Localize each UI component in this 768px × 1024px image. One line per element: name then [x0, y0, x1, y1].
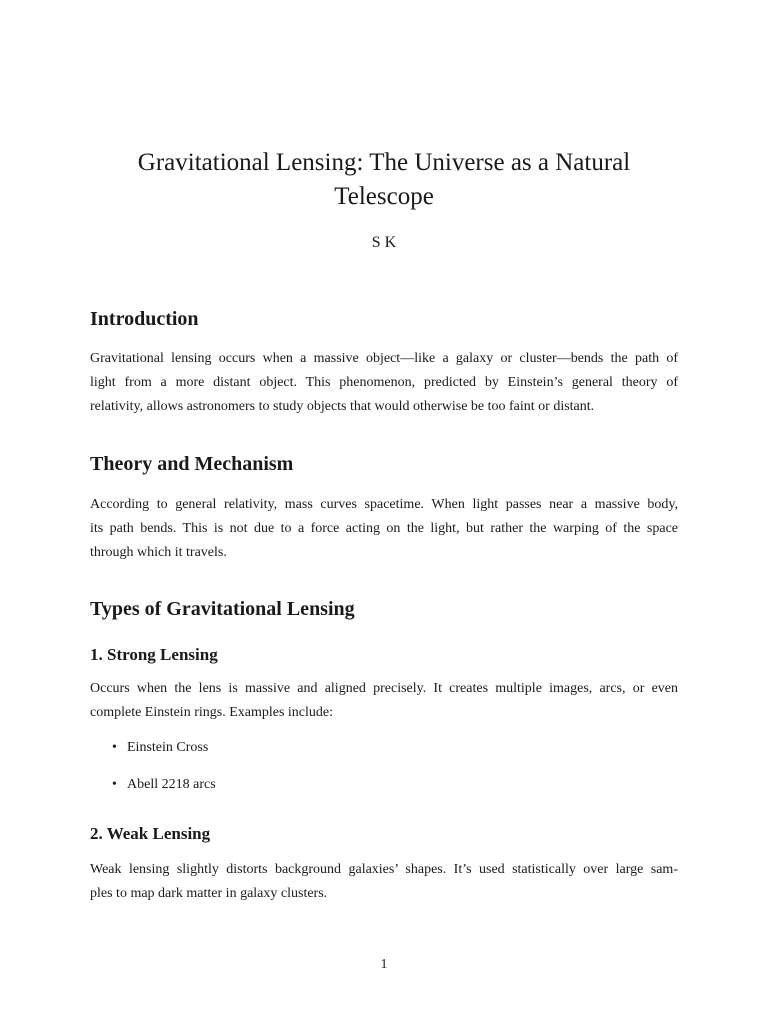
- section-heading-types: Types of Gravitational Lensing: [90, 598, 355, 620]
- paper-title: [90, 146, 678, 214]
- author-name: S K: [371, 234, 397, 251]
- list-item: [112, 775, 216, 795]
- paragraph-line: ples to map dark matter in galaxy clusters.: [90, 886, 328, 901]
- paragraph-line: complete Einstein rings. Examples include:: [90, 705, 333, 720]
- paragraph-line: According to general relativity, mass curves spacetime. When light passes near a massive body,: [90, 497, 678, 512]
- section-heading-theory: Theory and Mechanism: [90, 453, 294, 475]
- subsection-heading-weak-lensing: 2. Weak Lensing: [90, 824, 211, 843]
- bullet-glyph: •: [112, 777, 117, 792]
- paper-title-line-2: Telescope: [334, 183, 434, 210]
- paragraph-line: its path bends. This is not due to a force acting on the light, but rather the warping of the space: [90, 521, 678, 536]
- subsection-heading-strong-lensing: 1. Strong Lensing: [90, 645, 218, 664]
- paragraph-line: Weak lensing slightly distorts background galaxies’ shapes. It’s used statistically over large sam-: [90, 862, 678, 877]
- theory-paragraph: [90, 493, 678, 565]
- paragraph-line: Gravitational lensing occurs when a massive object—like a galaxy or cluster—bends the path of: [90, 351, 678, 366]
- list-item-text: Abell 2218 arcs: [127, 777, 216, 792]
- paragraph-line: light from a more distant object. This phenomenon, predicted by Einstein’s general theory of: [90, 375, 678, 390]
- bullet-glyph: •: [112, 740, 117, 755]
- section-heading-introduction: Introduction: [90, 308, 199, 330]
- list-item: [112, 738, 208, 758]
- paper-title-line-1: Gravitational Lensing: The Universe as a Natural: [137, 149, 631, 176]
- list-item-text: Einstein Cross: [127, 740, 209, 755]
- paragraph-line: through which it travels.: [90, 545, 227, 560]
- paragraph-line: relativity, allows astronomers to study objects that would otherwise be too faint or distant.: [90, 399, 595, 414]
- page-number: 1: [380, 957, 388, 972]
- strong-lensing-paragraph: [90, 677, 678, 725]
- weak-lensing-paragraph: [90, 858, 678, 906]
- paragraph-line: Occurs when the lens is massive and aligned precisely. It creates multiple images, arcs, or even: [90, 681, 678, 696]
- introduction-paragraph: [90, 347, 678, 419]
